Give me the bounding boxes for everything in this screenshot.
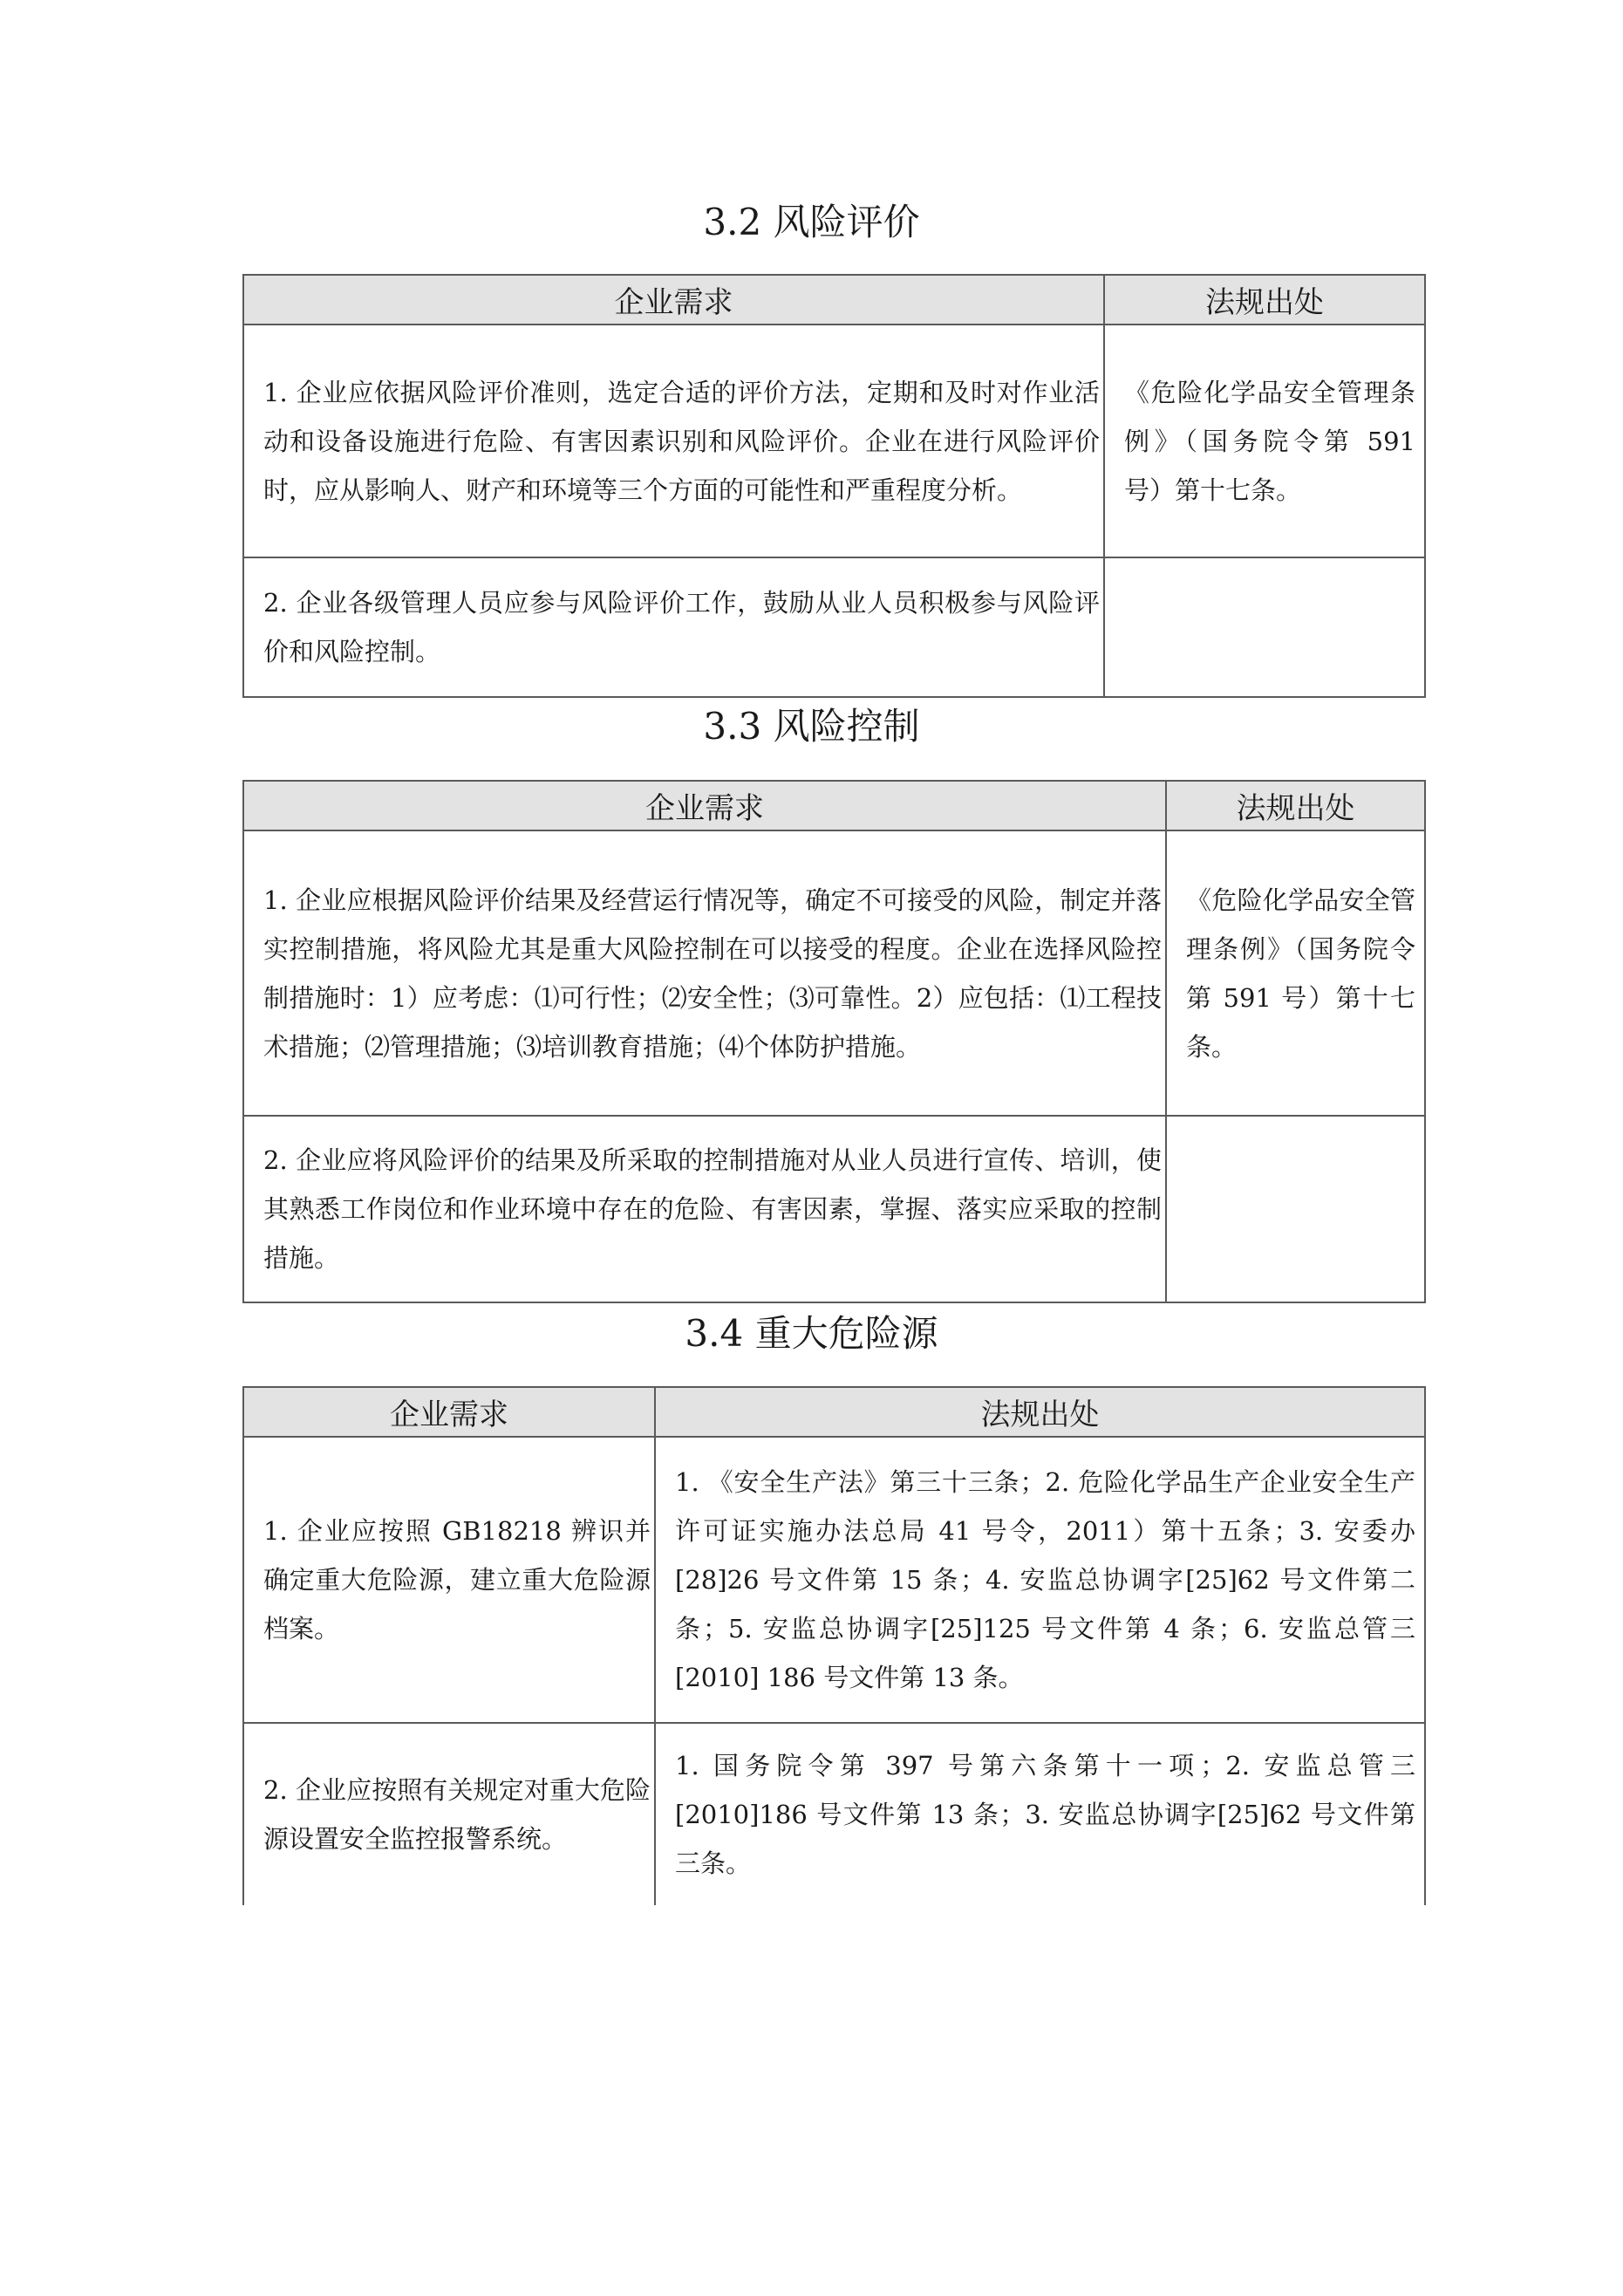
table-header-row <box>243 781 1425 830</box>
table-row <box>243 1116 1425 1302</box>
column-header-requirement: 企业需求 <box>243 275 1104 325</box>
source-cell: 1. 国务院令第 397 号第六条第十一项；2. 安监总管三[2010]186 号文件第 13 条；3. 安监总协调字[25]62 号文件第三条。 <box>655 1723 1425 1905</box>
column-header-source: 法规出处 <box>655 1387 1425 1437</box>
requirement-cell: 1. 企业应按照 GB18218 辨识并确定重大危险源，建立重大危险源档案。 <box>243 1437 655 1723</box>
section-title-3-2: 3.2 风险评价 <box>703 201 920 243</box>
table-risk-control <box>242 780 1426 1303</box>
table-header-row <box>243 275 1425 325</box>
table-row <box>243 325 1425 557</box>
column-header-source: 法规出处 <box>1166 781 1425 830</box>
section-title-3-3: 3.3 风险控制 <box>703 705 920 748</box>
table-row <box>243 830 1425 1116</box>
source-cell <box>1166 1116 1425 1302</box>
source-cell: 1. 《安全生产法》第三十三条；2. 危险化学品生产企业安全生产许可证实施办法总局 41 号令，2011）第十五条；3. 安委办[28]26 号文件第 15 条；4. 安监总协调字[25]62 号文件第二条；5. 安监总协调字[25]125 号文件第 4 条；6. 安监总管三[2010] 186 号文件第 13 条。 <box>655 1437 1425 1723</box>
requirement-cell: 2. 企业应按照有关规定对重大危险源设置安全监控报警系统。 <box>243 1723 655 1905</box>
table-row <box>243 557 1425 697</box>
column-header-requirement: 企业需求 <box>243 781 1166 830</box>
section-title-3-4: 3.4 重大危险源 <box>685 1312 938 1355</box>
table-header-row <box>243 1387 1425 1437</box>
requirement-cell: 2. 企业应将风险评价的结果及所采取的控制措施对从业人员进行宣传、培训，使其熟悉工作岗位和作业环境中存在的危险、有害因素，掌握、落实应采取的控制措施。 <box>243 1116 1166 1302</box>
table-row <box>243 1437 1425 1723</box>
requirement-cell: 1. 企业应依据风险评价准则，选定合适的评价方法，定期和及时对作业活动和设备设施进行危险、有害因素识别和风险评价。企业在进行风险评价时，应从影响人、财产和环境等三个方面的可能性和严重程度分析。 <box>243 325 1104 557</box>
source-cell: 《危险化学品安全管理条例》（国务院令第 591 号）第十七条。 <box>1104 325 1425 557</box>
table-major-hazards <box>242 1386 1426 1905</box>
table-row <box>243 1723 1425 1905</box>
column-header-source: 法规出处 <box>1104 275 1425 325</box>
table-risk-evaluation <box>242 274 1426 698</box>
source-cell <box>1104 557 1425 697</box>
requirement-cell: 1. 企业应根据风险评价结果及经营运行情况等，确定不可接受的风险，制定并落实控制措施，将风险尤其是重大风险控制在可以接受的程度。企业在选择风险控制措施时：1）应考虑：⑴可行性；⑵安全性；⑶可靠性。2）应包括：⑴工程技术措施；⑵管理措施；⑶培训教育措施；⑷个体防护措施。 <box>243 830 1166 1116</box>
source-cell: 《危险化学品安全管理条例》（国务院令第 591 号）第十七条。 <box>1166 830 1425 1116</box>
column-header-requirement: 企业需求 <box>243 1387 655 1437</box>
requirement-cell: 2. 企业各级管理人员应参与风险评价工作，鼓励从业人员积极参与风险评价和风险控制。 <box>243 557 1104 697</box>
